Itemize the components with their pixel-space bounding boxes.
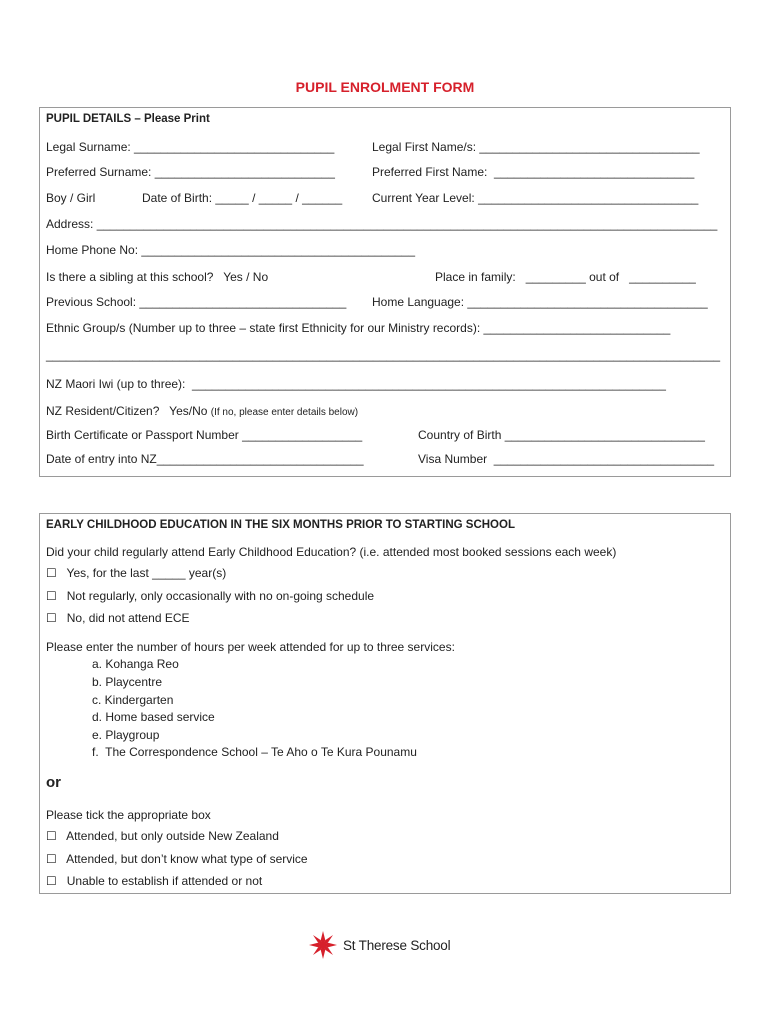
nz-resident-label: NZ Resident/Citizen? Yes/No [46, 404, 208, 418]
service-item: b. Playcentre [92, 675, 163, 689]
birth-certificate-field[interactable]: Birth Certificate or Passport Number __________________ [46, 428, 363, 442]
gender-field[interactable]: Boy / Girl [46, 191, 96, 205]
tick-unable-to-establish[interactable]: ☐ Unable to establish if attended or not [46, 874, 263, 888]
ece-option-not-regularly[interactable]: ☐ Not regularly, only occasionally with no on-going schedule [46, 589, 375, 603]
ece-option-yes[interactable]: ☐ Yes, for the last _____ year(s) [46, 566, 227, 580]
legal-surname-field[interactable]: Legal Surname: ______________________________ [46, 140, 335, 154]
nz-resident-field[interactable] [46, 404, 358, 420]
tick-unknown-service[interactable]: ☐ Attended, but don’t know what type of service [46, 852, 308, 866]
tick-prompt: Please tick the appropriate box [46, 808, 211, 822]
school-logo [308, 930, 450, 960]
ethnic-group-line[interactable]: _____________________________________________________________________________________________________ [46, 348, 721, 362]
service-item: e. Playgroup [92, 728, 160, 742]
hours-prompt: Please enter the number of hours per week attended for up to three services: [46, 640, 455, 654]
service-item: f. The Correspondence School – Te Aho o Te Kura Pounamu [92, 745, 417, 759]
form-title: PUPIL ENROLMENT FORM [295, 79, 475, 95]
ece-heading: EARLY CHILDHOOD EDUCATION IN THE SIX MONTHS PRIOR TO STARTING SCHOOL [46, 519, 515, 531]
tick-outside-nz[interactable]: ☐ Attended, but only outside New Zealand [46, 829, 279, 843]
pupil-details-heading: PUPIL DETAILS – Please Print [46, 113, 210, 125]
home-language-field[interactable]: Home Language: ____________________________________ [372, 295, 708, 309]
visa-number-field[interactable]: Visa Number _________________________________ [418, 452, 715, 466]
home-phone-field[interactable]: Home Phone No: _________________________________________ [46, 243, 416, 257]
or-separator: or [46, 774, 61, 791]
preferred-first-name-field[interactable]: Preferred First Name: ______________________________ [372, 165, 695, 179]
pupil-details-section [39, 107, 731, 477]
legal-first-name-field[interactable]: Legal First Name/s: _________________________________ [372, 140, 700, 154]
date-of-birth-field[interactable]: Date of Birth: _____ / _____ / ______ [142, 191, 343, 205]
ece-question: Did your child regularly attend Early Childhood Education? (i.e. attended most booked sessions each week) [46, 545, 617, 559]
preferred-surname-field[interactable]: Preferred Surname: ___________________________ [46, 165, 335, 179]
service-item: d. Home based service [92, 710, 215, 724]
sibling-field[interactable]: Is there a sibling at this school? Yes / No [46, 270, 269, 284]
nz-resident-note: (If no, please enter details below) [210, 407, 359, 418]
year-level-field[interactable]: Current Year Level: _________________________________ [372, 191, 699, 205]
service-item: a. Kohanga Reo [92, 657, 179, 671]
school-name: St Therese School [343, 937, 451, 953]
ece-option-no[interactable]: ☐ No, did not attend ECE [46, 611, 190, 625]
red-star-icon [308, 930, 338, 960]
ethnic-group-field[interactable]: Ethnic Group/s (Number up to three – state first Ethnicity for our Ministry records): ____________________________ [46, 321, 671, 335]
date-of-entry-field[interactable]: Date of entry into NZ_______________________________ [46, 452, 364, 466]
place-in-family-field[interactable]: Place in family: _________ out of __________ [435, 270, 696, 284]
country-of-birth-field[interactable]: Country of Birth ______________________________ [418, 428, 705, 442]
maori-iwi-field[interactable]: NZ Maori Iwi (up to three): _______________________________________________________________________ [46, 377, 666, 391]
previous-school-field[interactable]: Previous School: _______________________________ [46, 295, 347, 309]
address-field[interactable]: Address: _____________________________________________________________________________________________ [46, 217, 718, 231]
service-item: c. Kindergarten [92, 693, 174, 707]
